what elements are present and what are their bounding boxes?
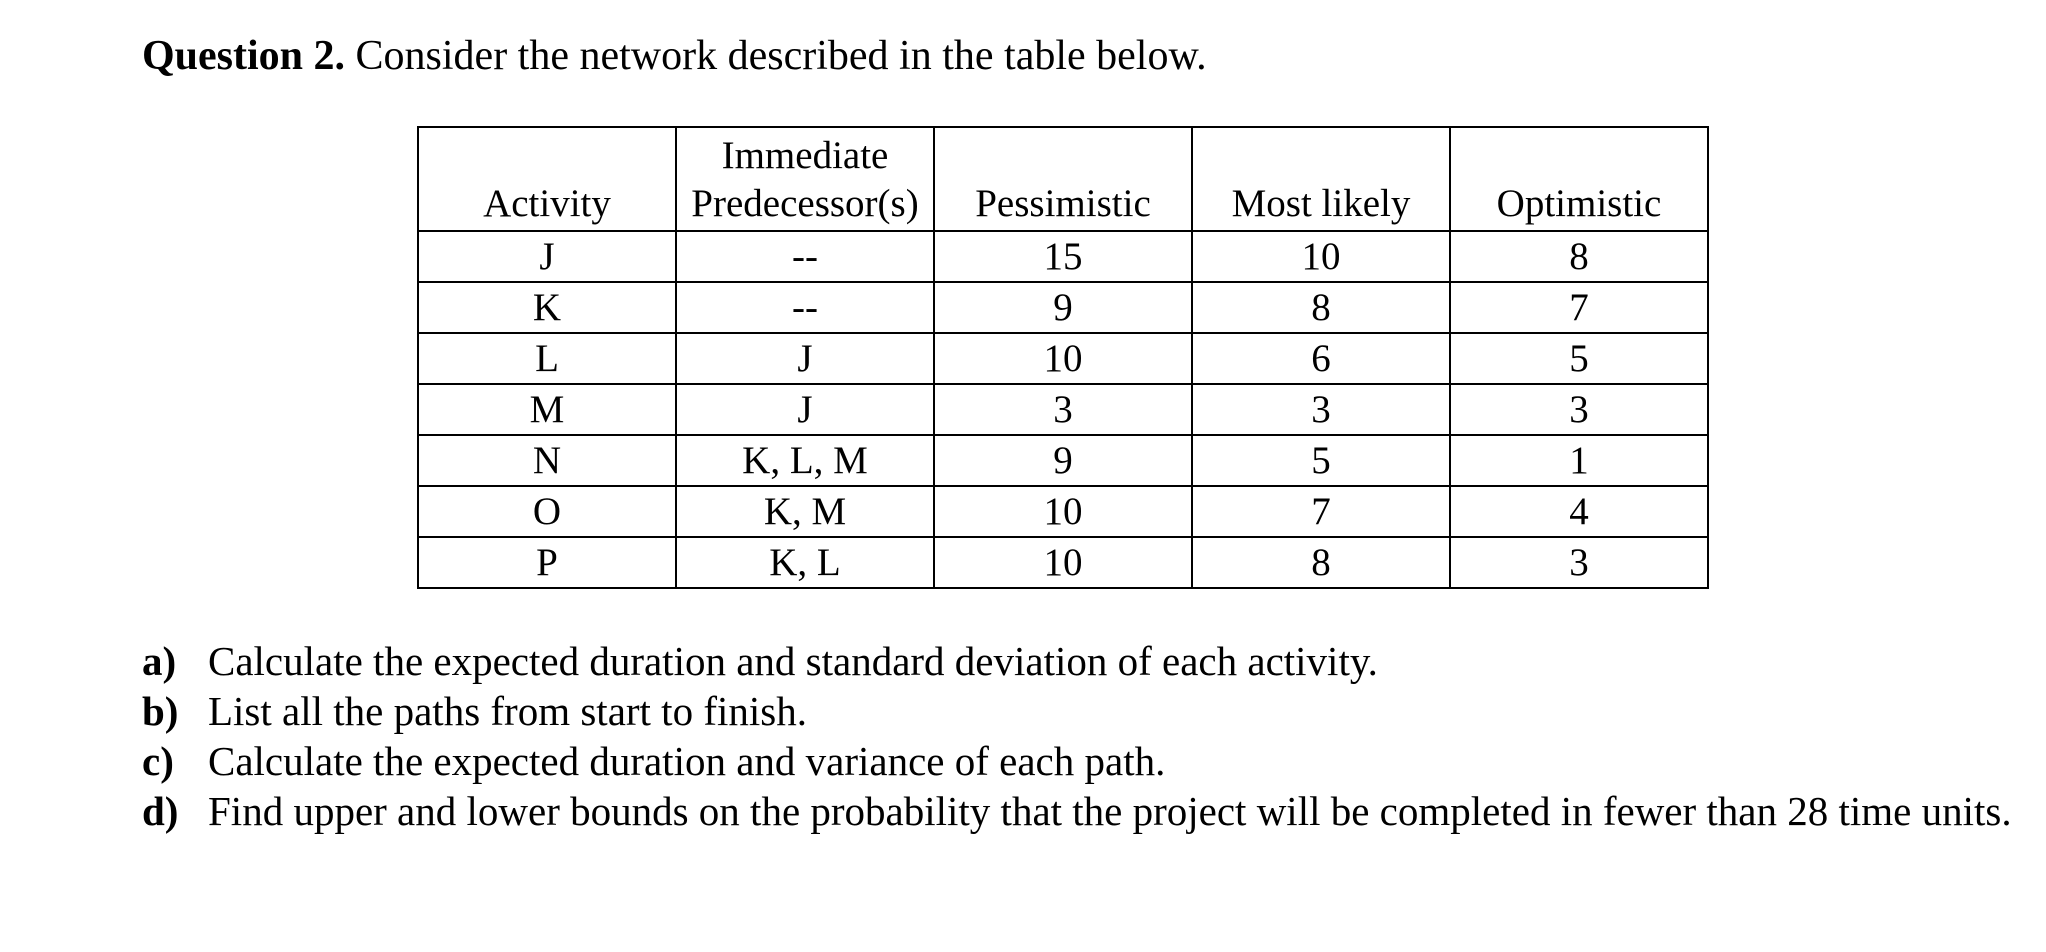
cell-most-likely: 7 [1192,486,1450,537]
header-most-likely: Most likely [1192,127,1450,231]
header-predecessors [676,127,934,231]
cell-activity: L [418,333,676,384]
cell-activity: N [418,435,676,486]
part-marker: d) [142,788,179,834]
cell-optimistic: 8 [1450,231,1708,282]
cell-pessimistic: 3 [934,384,1192,435]
part-marker: b) [142,688,179,734]
cell-optimistic: 5 [1450,333,1708,384]
table-header-row [418,127,1708,231]
cell-pessimistic: 10 [934,537,1192,588]
cell-optimistic: 1 [1450,435,1708,486]
cell-activity: P [418,537,676,588]
cell-most-likely: 8 [1192,282,1450,333]
table-row [418,384,1708,435]
question-intro: Consider the network described in the table below. [355,33,1207,79]
cell-pessimistic: 9 [934,435,1192,486]
cell-predecessors: J [676,384,934,435]
cell-activity: K [418,282,676,333]
table-row [418,537,1708,588]
cell-predecessors: -- [676,282,934,333]
cell-predecessors: K, L [676,537,934,588]
part-marker: a) [142,638,177,684]
cell-predecessors: -- [676,231,934,282]
cell-most-likely: 6 [1192,333,1450,384]
cell-activity: O [418,486,676,537]
table-row [418,333,1708,384]
activity-table [417,126,1709,589]
part-text: Calculate the expected duration and standard deviation of each activity. [208,638,1378,684]
cell-optimistic: 4 [1450,486,1708,537]
header-predecessors-line1: Immediate [721,134,889,177]
cell-most-likely: 10 [1192,231,1450,282]
cell-predecessors: J [676,333,934,384]
part-text: List all the paths from start to finish. [208,688,807,734]
cell-pessimistic: 10 [934,333,1192,384]
cell-predecessors: K, M [676,486,934,537]
cell-pessimistic: 9 [934,282,1192,333]
table-row [418,435,1708,486]
header-activity: Activity [418,127,676,231]
table-row [418,282,1708,333]
question-label: Question 2. [142,33,346,79]
cell-optimistic: 3 [1450,384,1708,435]
cell-most-likely: 3 [1192,384,1450,435]
part-text: Calculate the expected duration and variance of each path. [208,738,1166,784]
part-marker: c) [142,738,174,784]
question-parts-list [142,636,2012,836]
part-text: Find upper and lower bounds on the probability that the project will be completed in fewer than 28 time units. [208,788,2012,834]
cell-pessimistic: 10 [934,486,1192,537]
header-optimistic: Optimistic [1450,127,1708,231]
cell-pessimistic: 15 [934,231,1192,282]
cell-activity: J [418,231,676,282]
header-predecessors-line2: Predecessor(s) [691,182,919,225]
activity-table-container [417,126,1709,589]
list-item [142,736,2012,786]
table-row [418,231,1708,282]
header-pessimistic: Pessimistic [934,127,1192,231]
cell-activity: M [418,384,676,435]
question-heading [142,30,1207,82]
cell-most-likely: 5 [1192,435,1450,486]
cell-most-likely: 8 [1192,537,1450,588]
cell-optimistic: 7 [1450,282,1708,333]
list-item [142,636,2012,686]
list-item [142,686,2012,736]
cell-predecessors: K, L, M [676,435,934,486]
list-item [142,786,2012,836]
cell-optimistic: 3 [1450,537,1708,588]
table-row [418,486,1708,537]
